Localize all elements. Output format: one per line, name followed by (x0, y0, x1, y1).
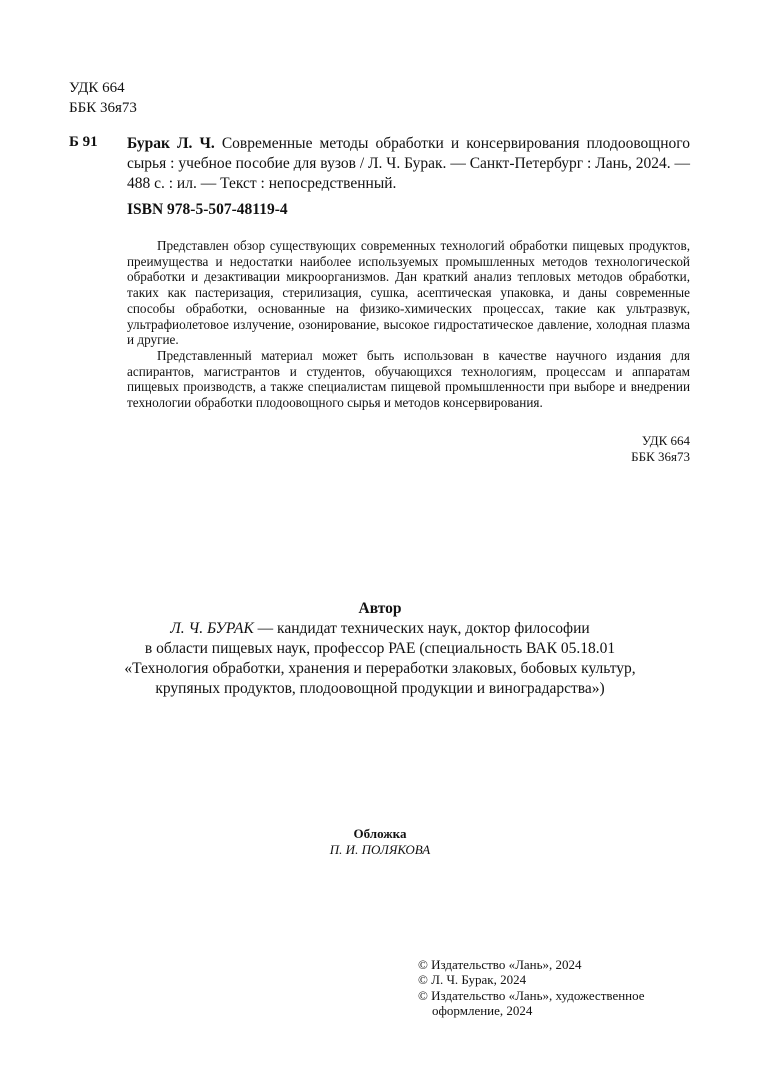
author-heading: Автор (358, 600, 402, 617)
classification-footer (578, 433, 690, 465)
author-line-3: «Технология обработки, хранения и переработки злаковых, бобовых культур, (124, 660, 636, 677)
bibliographic-author: Бурак Л. Ч. (127, 135, 215, 152)
author-line-4: крупяных продуктов, плодоовощной продукции и виноградарства») (155, 680, 605, 697)
copyright-block (418, 957, 678, 1018)
annotation-paragraph-2: Представленный материал может быть использован в качестве научного издания для аспирантов, магистрантов и студентов, обучающихся технологиям, процессам и аппаратам пищевых производств, а также специалистам пищевой промышленности при выборе и внедрении технологии обработки плодоовощного сырья и методов консервирования. (127, 347, 690, 411)
cover-credit (200, 826, 560, 858)
author-name: Л. Ч. БУРАК (170, 620, 254, 637)
cover-heading: Обложка (353, 826, 407, 841)
udk-code-repeat: УДК 664 (641, 433, 690, 448)
author-sign: Б 91 (69, 134, 98, 150)
annotation (127, 238, 690, 411)
copyright-line-1: © Издательство «Лань», 2024 (418, 957, 582, 972)
bibliographic-description: Современные методы обработки и консервирования плодоовощного сырья : учебное пособие для вузов / Л. Ч. Бурак. — Санкт-Петербург : Лань, 2024. — 488 с. : ил. — Текст : непосредственный. (127, 135, 691, 192)
copyright-line-2: © Л. Ч. Бурак, 2024 (418, 972, 527, 988)
author-line-1 (100, 619, 660, 639)
author-info (100, 599, 660, 699)
classification-header (69, 78, 137, 118)
cover-designer: П. И. ПОЛЯКОВА (329, 842, 431, 857)
bbk-code: ББК 36я73 (69, 100, 137, 116)
bbk-code-repeat: ББК 36я73 (631, 449, 690, 464)
bibliographic-record (127, 134, 690, 194)
annotation-paragraph-1: Представлен обзор существующих современных технологий обработки пищевых продуктов, преимущества и недостатки наиболее используемых промышленных методов технологической обработки и дезактивации микроорганизмов. Дан краткий анализ тепловых методов обработки, таких как пастеризация, стерилизация, сушка, асептическая упаковка, и даны современные способы обработки, основанные на физико-химических процессах, такие как ультразвук, ультрафиолетовое излучение, озонирование, высокое гидростатическое давление, холодная плазма и другие. (127, 238, 690, 348)
author-credentials: — кандидат технических наук, доктор философии (253, 620, 590, 637)
copyright-line-3-cont: оформление, 2024 (432, 1002, 533, 1018)
copyright-line-3: © Издательство «Лань», художественное (418, 987, 645, 1003)
udk-code: УДК 664 (69, 80, 125, 96)
author-line-2: в области пищевых наук, профессор РАЕ (специальность ВАК 05.18.01 (144, 640, 616, 657)
isbn: ISBN 978-5-507-48119-4 (127, 201, 288, 218)
